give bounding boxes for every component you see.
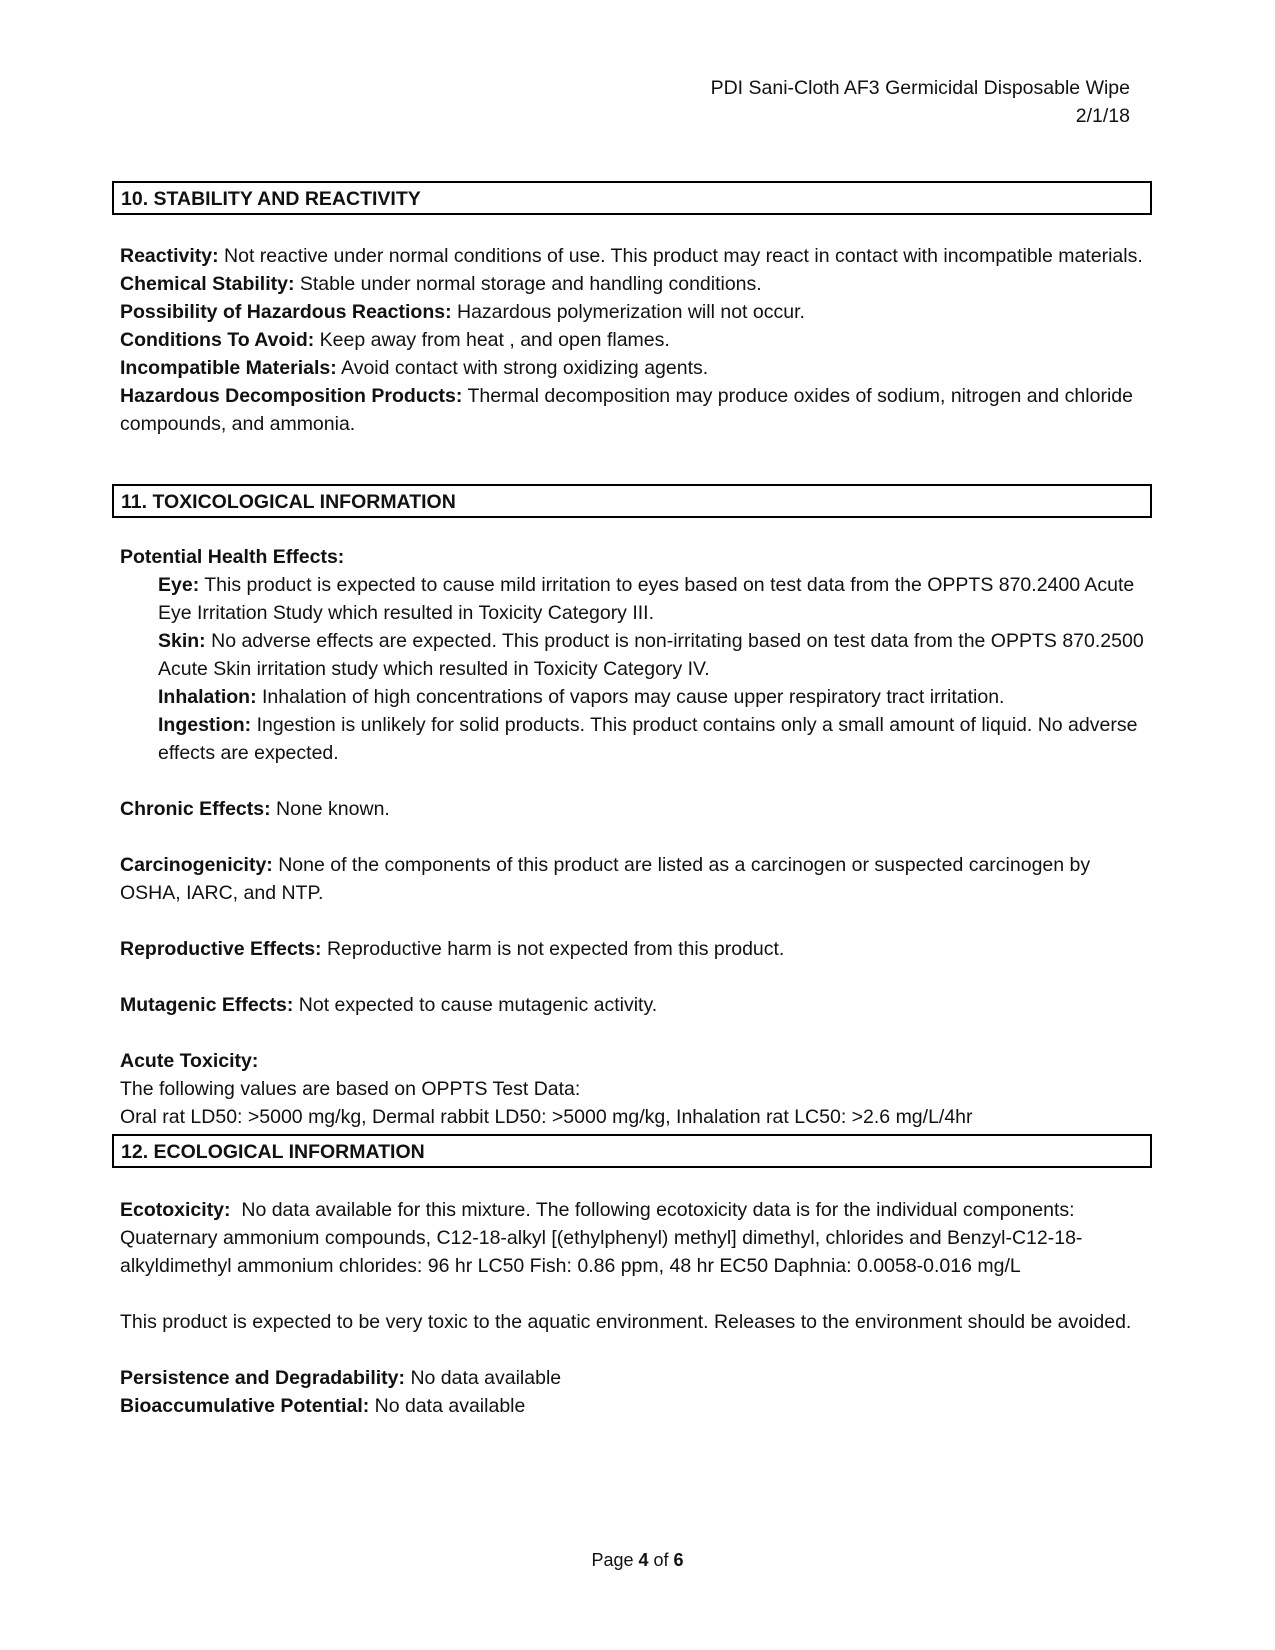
bioaccumulative-label: Bioaccumulative Potential:: [120, 1395, 370, 1417]
carcinogenicity-label: Carcinogenicity:: [120, 854, 273, 876]
page-current: 4: [638, 1550, 649, 1570]
section-11-heading: 11. TOXICOLOGICAL INFORMATION: [112, 484, 1152, 518]
page-word: Page: [591, 1550, 639, 1570]
reproductive-effects-entry: [120, 935, 1150, 963]
chemical-stability-text: Stable under normal storage and handling conditions.: [294, 273, 762, 295]
acute-toxicity-heading: Acute Toxicity:: [120, 1050, 259, 1072]
reactivity-text: Not reactive under normal conditions of use. This product may react in contact with incompatible materials.: [218, 245, 1143, 267]
hazardous-reactions-entry: [120, 298, 1150, 326]
reproductive-effects-text: Reproductive harm is not expected from this product.: [321, 938, 785, 960]
page-number: [0, 1546, 1275, 1574]
conditions-to-avoid-text: Keep away from heat , and open flames.: [314, 329, 670, 351]
ecotoxicity-label: Ecotoxicity:: [120, 1199, 231, 1221]
incompatible-materials-entry: [120, 354, 1150, 382]
incompatible-materials-label: Incompatible Materials:: [120, 357, 337, 379]
reproductive-effects-label: Reproductive Effects:: [120, 938, 322, 960]
document-date: 2/1/18: [1075, 105, 1130, 127]
spacer: [120, 1280, 1150, 1308]
ecotoxicity-entry: [120, 1196, 1150, 1224]
section-10-heading: 10. STABILITY AND REACTIVITY: [112, 181, 1152, 215]
page-header: [711, 74, 1130, 130]
section-10-body: [120, 242, 1150, 438]
section-12-body: [120, 1196, 1150, 1420]
section-11-body: [120, 543, 1150, 1131]
ingestion-text: Ingestion is unlikely for solid products. This product contains only a small amount of liquid. No adverse effects are expected.: [158, 714, 1138, 764]
section-12-heading: 12. ECOLOGICAL INFORMATION: [112, 1134, 1152, 1168]
persistence-text: No data available: [405, 1367, 562, 1389]
chemical-stability-entry: [120, 270, 1150, 298]
persistence-label: Persistence and Degradability:: [120, 1367, 406, 1389]
spacer: [120, 823, 1150, 851]
spacer: [120, 963, 1150, 991]
inhalation-label: Inhalation:: [158, 686, 257, 708]
chronic-effects-text: None known.: [270, 798, 390, 820]
carcinogenicity-text: None of the components of this product are listed as a carcinogen or suspected carcinogen by OSHA, IARC, and NTP.: [120, 854, 1091, 904]
skin-text: No adverse effects are expected. This product is non-irritating based on test data from the OPPTS 870.2500 Acute Skin irritation study which resulted in Toxicity Category IV.: [158, 630, 1144, 680]
spacer: [120, 767, 1150, 795]
inhalation-entry: [120, 683, 1150, 711]
hazardous-reactions-label: Possibility of Hazardous Reactions:: [120, 301, 452, 323]
hazardous-reactions-text: Hazardous polymerization will not occur.: [451, 301, 805, 323]
decomposition-products-text: Thermal decomposition may produce oxides of sodium, nitrogen and chloride compounds, and ammonia.: [120, 385, 1133, 435]
incompatible-materials-text: Avoid contact with strong oxidizing agents.: [336, 357, 709, 379]
skin-label: Skin:: [158, 630, 206, 652]
conditions-to-avoid-label: Conditions To Avoid:: [120, 329, 315, 351]
page-total: 6: [673, 1550, 684, 1570]
decomposition-products-entry: [120, 382, 1150, 438]
decomposition-products-label: Hazardous Decomposition Products:: [120, 385, 463, 407]
spacer: [120, 1336, 1150, 1364]
aquatic-toxicity-statement: This product is expected to be very toxic to the aquatic environment. Releases to the environment should be avoided.: [120, 1311, 1132, 1333]
bioaccumulative-entry: [120, 1392, 1150, 1420]
chemical-stability-label: Chemical Stability:: [120, 273, 295, 295]
acute-toxicity-values: Oral rat LD50: >5000 mg/kg, Dermal rabbit LD50: >5000 mg/kg, Inhalation rat LC50: >2.6 mg/L/4hr: [120, 1106, 973, 1128]
page-of-word: of: [648, 1550, 674, 1570]
ingestion-entry: [120, 711, 1150, 767]
chronic-effects-entry: [120, 795, 1150, 823]
document-product-name: PDI Sani-Cloth AF3 Germicidal Disposable Wipe: [710, 77, 1130, 99]
eye-text: This product is expected to cause mild irritation to eyes based on test data from the OPPTS 870.2400 Acute Eye Irritation Study which resulted in Toxicity Category III.: [158, 574, 1135, 624]
bioaccumulative-text: No data available: [369, 1395, 526, 1417]
spacer: [120, 1019, 1150, 1047]
reactivity-entry: [120, 242, 1150, 270]
mutagenic-effects-text: Not expected to cause mutagenic activity.: [293, 994, 658, 1016]
potential-health-effects-heading: Potential Health Effects:: [120, 546, 345, 568]
mutagenic-effects-entry: [120, 991, 1150, 1019]
spacer: [120, 907, 1150, 935]
eye-label: Eye:: [158, 574, 200, 596]
chronic-effects-label: Chronic Effects:: [120, 798, 271, 820]
eye-entry: [120, 571, 1150, 627]
conditions-to-avoid-entry: [120, 326, 1150, 354]
carcinogenicity-entry: [120, 851, 1150, 907]
quaternary-ammonium-data: Quaternary ammonium compounds, C12-18-alkyl [(ethylphenyl) methyl] dimethyl, chlorides and Benzyl-C12-18-alkyldimethyl ammonium chlorides: 96 hr LC50 Fish: 0.86 ppm, 48 hr EC50 Daphnia: 0.0058-0.016 mg/L: [120, 1227, 1083, 1277]
mutagenic-effects-label: Mutagenic Effects:: [120, 994, 294, 1016]
inhalation-text: Inhalation of high concentrations of vapors may cause upper respiratory tract irritation.: [256, 686, 1005, 708]
reactivity-label: Reactivity:: [120, 245, 219, 267]
ecotoxicity-text: No data available for this mixture. The following ecotoxicity data is for the individual components:: [230, 1199, 1075, 1221]
ingestion-label: Ingestion:: [158, 714, 252, 736]
persistence-entry: [120, 1364, 1150, 1392]
skin-entry: [120, 627, 1150, 683]
acute-toxicity-intro: The following values are based on OPPTS Test Data:: [120, 1078, 581, 1100]
